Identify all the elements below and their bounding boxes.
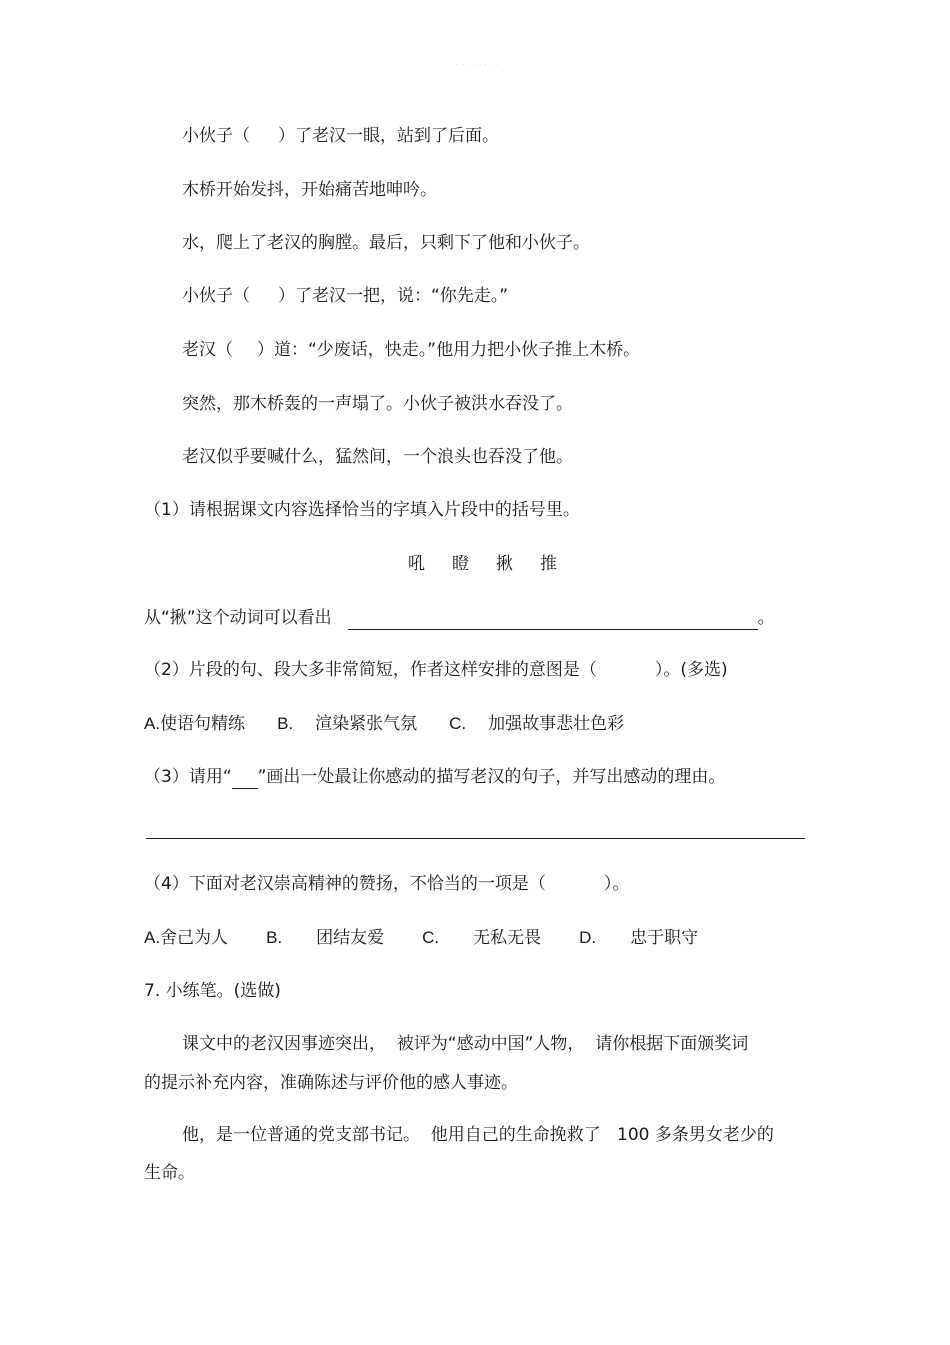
passage-line-6: 突然，那木桥轰的一声塌了。小伙子被洪水吞没了。 [182, 394, 573, 414]
question-7-title: 7. 小练笔。(选做) [144, 981, 281, 1001]
question-4-prompt [144, 872, 629, 896]
option-text: 忠于职守 [630, 928, 699, 948]
option-text: 团结友爱 [316, 928, 385, 948]
answer-line-1[interactable] [348, 613, 758, 630]
passage-line-1 [182, 124, 499, 148]
passage-line-7: 老汉似乎要喊什么，猛然间，一个浪头也吞没了他。 [182, 447, 573, 467]
passage-line-1-start: 小伙子（ [182, 126, 250, 146]
passage-line-1-end: ）了老汉一眼，站到了后面。 [278, 126, 499, 146]
question-7-para2-line2: 生命。 [144, 1163, 195, 1183]
question-7-para2-line1: 他，是一位普通的党支部书记。 他用自己的生命挽救了 100 多条男女老少的 [182, 1125, 774, 1145]
passage-line-4-start: 小伙子（ [182, 286, 250, 306]
question-1-prompt: （1）请根据课文内容选择恰当的字填入片段中的括号里。 [144, 500, 580, 520]
question-7-para1-line1: 课文中的老汉因事迹突出， 被评为“感动中国”人物， 请你根据下面颁奖词 [182, 1034, 749, 1054]
question-3-prompt-end: ”画出一处最让你感动的描写老汉的句子，并写出感动的理由。 [257, 767, 726, 787]
option-letter: C. [449, 714, 467, 733]
option-letter: A. [144, 714, 161, 733]
passage-line-4 [182, 284, 508, 308]
word-bank-item: 瞪 [452, 554, 469, 574]
passage-line-2: 木桥开始发抖，开始痛苦地呻吟。 [182, 180, 437, 200]
page-header-dots: · · · · · · · · [456, 62, 500, 69]
question-7-para1-line2: 的提示补充内容，准确陈述与评价他的感人事迹。 [144, 1073, 518, 1093]
word-bank-item: 揪 [496, 554, 513, 574]
option-letter: A. [144, 928, 161, 947]
option-text: 加强故事悲壮色彩 [488, 714, 625, 734]
question-2-prompt-start: （2）片段的句、段大多非常简短，作者这样安排的意图是（ [144, 660, 597, 680]
passage-line-5-start: 老汉（ [182, 340, 233, 360]
word-bank [408, 552, 557, 576]
word-bank-item: 吼 [408, 554, 425, 574]
question-1-followup [144, 606, 775, 630]
option-letter: B. [266, 928, 283, 947]
option-letter: C. [422, 928, 440, 947]
question-4-prompt-start: （4）下面对老汉崇高精神的赞扬，不恰当的一项是（ [144, 874, 546, 894]
question-2-options [144, 712, 624, 736]
underline-sample [232, 774, 258, 789]
question-1-followup-text: 从“揪”这个动词可以看出 [144, 608, 332, 628]
question-4-prompt-end: ）。 [603, 874, 630, 894]
question-2-prompt [144, 658, 728, 682]
option-text: 无私无畏 [473, 928, 542, 948]
passage-line-4-end: ）了老汉一把，说：“你先走。” [278, 286, 509, 306]
question-1-followup-end: 。 [757, 608, 775, 628]
option-text: 舍己为人 [160, 928, 229, 948]
passage-line-5 [182, 338, 640, 362]
answer-line-3[interactable] [146, 838, 805, 839]
passage-line-5-end: ）道：“少废话，快走。”他用力把小伙子推上木桥。 [257, 340, 641, 360]
question-2-prompt-end: ）。(多选) [654, 660, 728, 680]
option-letter: D. [579, 928, 597, 947]
option-text: 使语句精练 [160, 714, 246, 734]
question-3-prompt-start: （3）请用“ [144, 767, 232, 787]
question-3-prompt [144, 765, 725, 789]
option-text: 渲染紧张气氛 [315, 714, 418, 734]
question-4-options [144, 926, 698, 950]
option-letter: B. [277, 714, 294, 733]
passage-line-3: 水，爬上了老汉的胸膛。最后，只剩下了他和小伙子。 [182, 233, 590, 253]
word-bank-item: 推 [540, 554, 557, 574]
